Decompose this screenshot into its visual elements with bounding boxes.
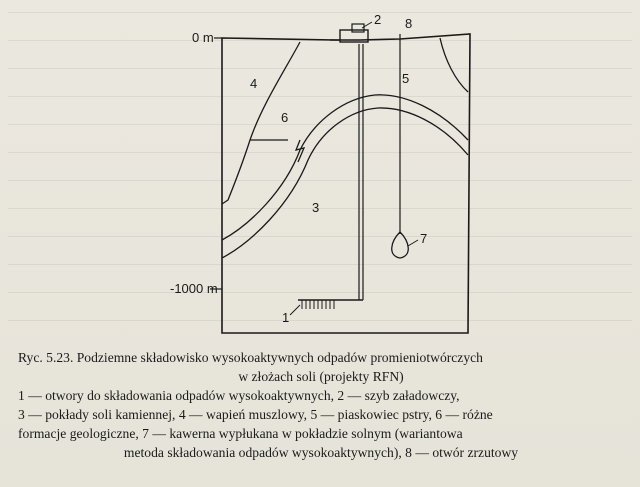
figure-label-8: 8 xyxy=(405,16,413,31)
figure-label-5: 5 xyxy=(402,71,410,86)
legend-line-2: 3 — pokłady soli kamiennej, 4 — wapień muszlowy, 5 — piaskowiec pstry, 6 — różne xyxy=(18,407,493,422)
depth-label-top: 0 m xyxy=(192,30,214,45)
legend-line-4: metoda składowania odpadów wysokoaktywnych), 8 — otwór zrzutowy xyxy=(123,445,519,460)
boundary-layer-5 xyxy=(440,38,468,92)
figure-label-1: 1 xyxy=(282,310,290,325)
boundary-layer-4 xyxy=(222,42,300,204)
figure-caption xyxy=(18,348,624,462)
leached-cavern xyxy=(392,232,409,258)
legend-line-1: 1 — otwory do składowania odpadów wysokoaktywnych, 2 — szyb załadowczy, xyxy=(18,388,460,403)
disposal-holes xyxy=(302,300,334,309)
legend-line-3: formacje geologiczne, 7 — kawerna wypłukana w pokładzie solnym (wariantowa xyxy=(18,426,463,441)
figure-label-7: 7 xyxy=(420,231,428,246)
caption-title-line-1: Ryc. 5.23. Podziemne składowisko wysokoaktywnych odpadów promieniotwórczych xyxy=(18,350,483,365)
figure-label-6: 6 xyxy=(281,110,289,125)
salt-band-upper-2 xyxy=(222,108,468,258)
frame-outline xyxy=(222,34,470,333)
depth-label-bottom: -1000 m xyxy=(170,281,218,296)
caption-title-line-2: w złożach soli (projekty RFN) xyxy=(238,369,404,384)
figure-label-4: 4 xyxy=(250,76,258,91)
loading-shaft xyxy=(359,44,363,300)
figure-label-3: 3 xyxy=(312,200,320,215)
figure-label-2: 2 xyxy=(374,12,382,27)
leader-label-7 xyxy=(408,240,418,246)
leader-label-1 xyxy=(290,305,300,315)
